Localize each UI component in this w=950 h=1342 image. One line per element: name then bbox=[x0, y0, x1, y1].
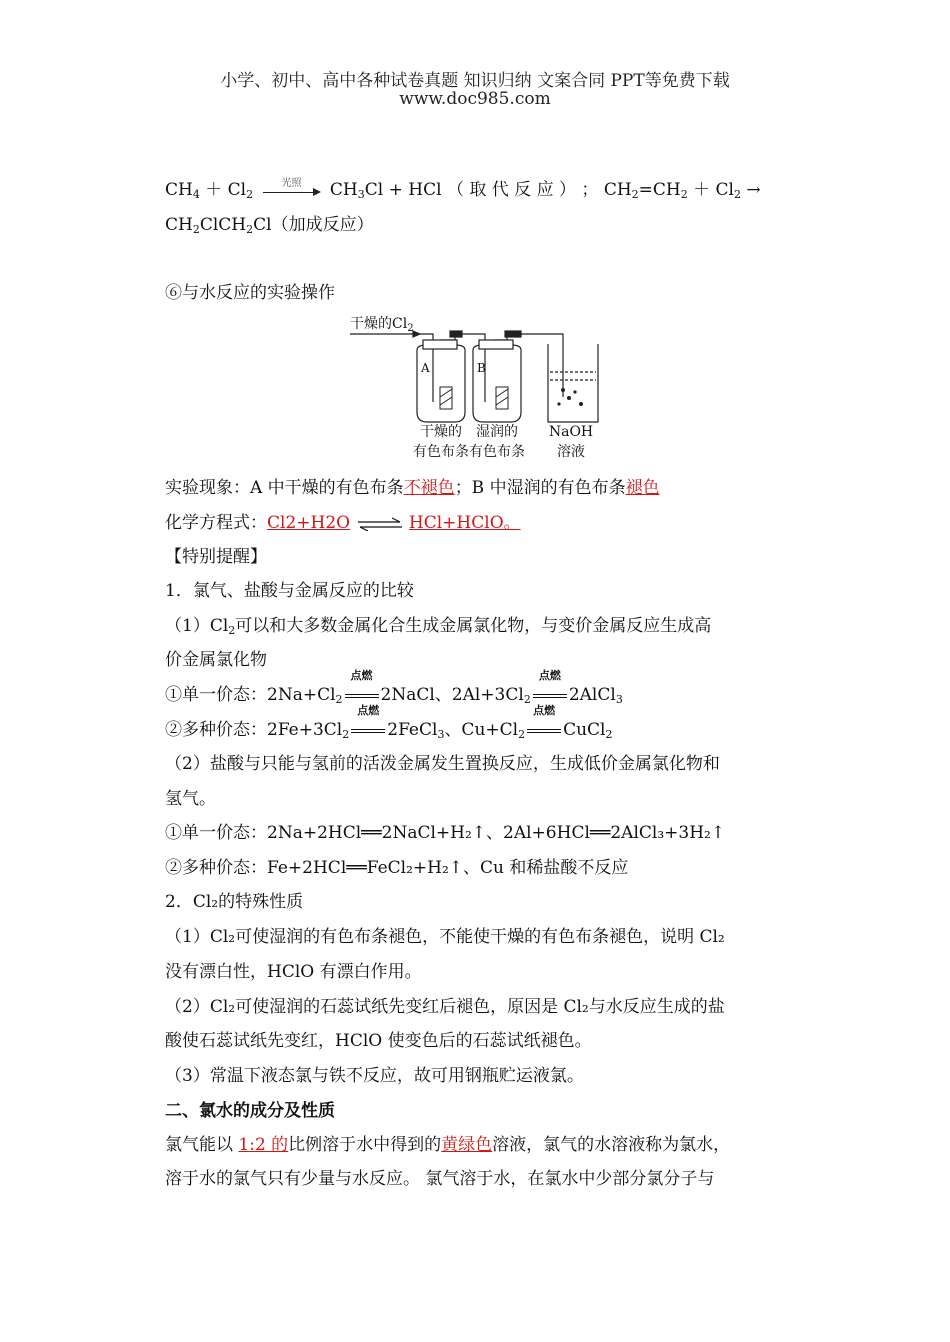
chemical-equation: 化学方程式：Cl2+H2O HCl+HClO。 bbox=[165, 513, 521, 533]
header-line-1: 小学、初中、高中各种试卷真题 知识归纳 文案合同 PPT等免费下载 bbox=[220, 71, 730, 91]
reaction-hcl-single: ①单一价态：2Na+2HCl══2NaCl+H₂↑、2Al+6HCl══2AlCl₃+3H₂↑ bbox=[165, 823, 726, 843]
paragraph-3: 价金属氯化物 bbox=[165, 650, 267, 670]
reaction-hcl-multi: ②多种价态：Fe+2HCl══FeCl₂+H₂↑、Cu 和稀盐酸不反应 bbox=[165, 858, 629, 878]
paragraph-13: 溶于水的氯气只有少量与水反应。 氯气溶于水，在氯水中少部分氯分子与 bbox=[165, 1169, 715, 1189]
equation-substitution: $CH_4 + Cl_2$ 光照 $CH_3Cl$ + HCl （ 取 代 反 应 ） ； $CH_2=CH_2 + Cl_2$ → bbox=[165, 177, 761, 201]
equation-addition: $CH_2ClCH_2Cl$（加成反应） bbox=[165, 215, 374, 236]
experiment-phenomenon: 实验现象：A 中干燥的有色布条不褪色；B 中湿润的有色布条褪色 bbox=[165, 478, 660, 498]
paragraph-11: （3）常温下液态氯与铁不反应，故可用钢瓶贮运液氯。 bbox=[165, 1066, 584, 1086]
svg-text:B: B bbox=[477, 361, 486, 375]
paragraph-7: （1）Cl₂可使湿润的有色布条褪色，不能使干燥的有色布条褪色，说明 Cl₂ bbox=[165, 927, 725, 947]
section-6-heading: ⑥与水反应的实验操作 bbox=[165, 283, 335, 303]
reversible-arrow-icon bbox=[356, 517, 404, 531]
svg-text:干燥的Cl2: 干燥的$Cl_2$ bbox=[350, 316, 414, 334]
section-2-heading: 二、氯水的成分及性质 bbox=[165, 1101, 335, 1121]
header-line-2: www.doc985.com bbox=[399, 89, 551, 109]
svg-text:有色布条: 有色布条 bbox=[469, 444, 525, 460]
svg-text:NaOH: NaOH bbox=[548, 424, 594, 440]
special-tip-heading: 【特别提醒】 bbox=[165, 547, 267, 567]
reaction-single-valence: ①单一价态：$2Na+Cl_2$ 点燃 2NaCl、$2Al+3Cl_2$ 点燃 2AlCl$_3$ bbox=[165, 669, 623, 706]
svg-text:湿润的: 湿润的 bbox=[476, 424, 518, 440]
paragraph-1: 1．氯气、盐酸与金属反应的比较 bbox=[165, 581, 414, 601]
svg-text:干燥的: 干燥的 bbox=[420, 424, 462, 440]
svg-text:有色布条: 有色布条 bbox=[413, 444, 469, 460]
paragraph-10: 酸使石蕊试纸先变红，HClO 使变色后的石蕊试纸褪色。 bbox=[165, 1031, 592, 1051]
paragraph-2: $(1)Cl_2$可以和大多数金属化合生成金属氯化物，与变价金属反应生成高 bbox=[165, 616, 712, 637]
svg-text:A: A bbox=[421, 361, 430, 375]
paragraph-4: （2）盐酸与只能与氢前的活泼金属发生置换反应，生成低价金属氯化物和 bbox=[165, 754, 720, 774]
paragraph-12: 氯气能以 1:2 的比例溶于水中得到的黄绿色溶液，氯气的水溶液称为氯水， bbox=[165, 1135, 731, 1155]
paragraph-6: 2．Cl₂的特殊性质 bbox=[165, 892, 304, 912]
paragraph-8: 没有漂白性，HClO 有漂白作用。 bbox=[165, 962, 422, 982]
apparatus-diagram bbox=[345, 312, 605, 462]
reaction-multi-valence: ②多种价态：$2Fe+3Cl_2$ 点燃 2FeCl$_3$、$Cu+Cl_2$ 点燃 CuCl$_2$ bbox=[165, 704, 613, 741]
svg-text:溶液: 溶液 bbox=[557, 444, 585, 460]
paragraph-9: （2）Cl₂可使湿润的石蕊试纸先变红后褪色，原因是 Cl₂与水反应生成的盐 bbox=[165, 997, 725, 1017]
paragraph-5: 氢气。 bbox=[165, 789, 216, 809]
light-arrow-icon: 光照 bbox=[263, 181, 321, 201]
